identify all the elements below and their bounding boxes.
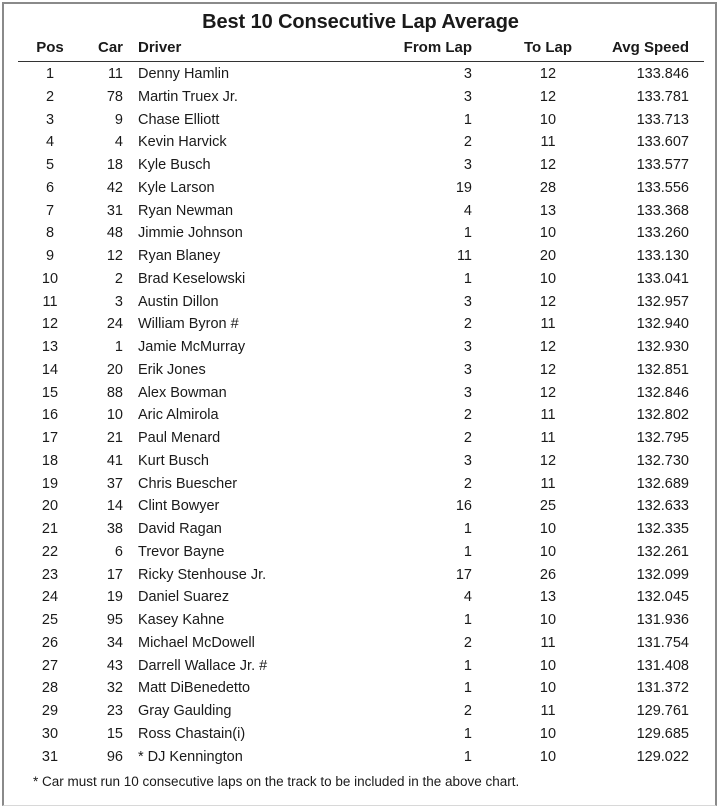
cell-pos: 4 <box>45 134 55 151</box>
table-row <box>0 495 721 518</box>
cell-car: 20 <box>106 361 123 378</box>
cell-avg-speed: 133.577 <box>636 157 689 173</box>
cell-driver: Kyle Busch <box>138 157 211 173</box>
cell-avg-speed: 132.957 <box>636 293 689 310</box>
table-row <box>0 473 721 496</box>
cell-car: 4 <box>114 134 123 151</box>
cell-car: 41 <box>106 452 123 469</box>
cell-to-lap: 26 <box>539 566 557 583</box>
cell-car: 23 <box>106 703 123 719</box>
cell-from-lap: 1 <box>463 543 472 560</box>
cell-from-lap: 11 <box>456 248 472 264</box>
cell-to-lap: 25 <box>539 498 557 515</box>
cell-avg-speed: 129.685 <box>636 725 689 742</box>
cell-pos: 17 <box>41 430 59 446</box>
cell-from-lap: 1 <box>463 612 472 628</box>
cell-to-lap: 11 <box>540 316 556 333</box>
cell-avg-speed: 131.408 <box>636 657 689 674</box>
cell-pos: 7 <box>45 202 55 219</box>
cell-to-lap: 13 <box>539 202 557 219</box>
cell-from-lap: 3 <box>463 384 472 401</box>
cell-pos: 12 <box>41 316 59 333</box>
cell-to-lap: 10 <box>539 543 557 560</box>
cell-avg-speed: 132.802 <box>636 407 689 424</box>
cell-car: 32 <box>106 680 123 697</box>
cell-from-lap: 1 <box>463 748 472 765</box>
cell-driver: Darrell Wallace Jr. # <box>138 657 268 674</box>
cell-car: 48 <box>106 225 123 242</box>
cell-from-lap: 2 <box>463 316 472 333</box>
table-row <box>0 382 721 405</box>
table-row <box>0 200 721 223</box>
cell-avg-speed: 132.335 <box>636 521 689 537</box>
cell-from-lap: 17 <box>455 566 472 583</box>
table-row <box>0 609 721 632</box>
cell-avg-speed: 133.556 <box>636 179 689 196</box>
cell-driver: Gray Gaulding <box>138 703 232 719</box>
cell-to-lap: 28 <box>539 179 557 196</box>
cell-from-lap: 3 <box>463 361 472 378</box>
header-driver: Driver <box>138 39 182 56</box>
cell-pos: 23 <box>41 566 59 583</box>
cell-driver: Ross Chastain(i) <box>138 725 246 742</box>
cell-to-lap: 10 <box>539 612 557 628</box>
cell-pos: 19 <box>41 475 59 492</box>
cell-car: 3 <box>114 293 123 310</box>
table-row <box>0 518 721 541</box>
cell-to-lap: 10 <box>539 657 557 674</box>
cell-pos: 9 <box>45 248 55 264</box>
table-row <box>0 632 721 655</box>
cell-avg-speed: 133.368 <box>636 202 689 219</box>
table-row <box>0 291 721 314</box>
cell-car: 88 <box>106 384 123 401</box>
cell-avg-speed: 131.936 <box>636 612 689 628</box>
cell-from-lap: 2 <box>463 475 472 492</box>
table-row <box>0 746 721 769</box>
cell-pos: 30 <box>41 725 59 742</box>
cell-car: 24 <box>106 316 123 333</box>
cell-from-lap: 2 <box>463 430 472 446</box>
cell-avg-speed: 132.261 <box>636 543 689 560</box>
table-row <box>0 700 721 723</box>
header-to-lap: To Lap <box>523 39 573 56</box>
cell-driver: Alex Bowman <box>138 384 227 401</box>
cell-from-lap: 3 <box>463 157 472 173</box>
cell-from-lap: 1 <box>463 657 472 674</box>
cell-pos: 13 <box>41 339 59 355</box>
cell-to-lap: 11 <box>540 475 556 492</box>
cell-to-lap: 12 <box>539 452 557 469</box>
cell-from-lap: 4 <box>463 202 472 219</box>
cell-driver: Michael McDowell <box>138 634 255 651</box>
cell-avg-speed: 133.130 <box>636 248 689 264</box>
cell-driver: Ricky Stenhouse Jr. <box>138 566 267 583</box>
cell-pos: 8 <box>45 225 55 242</box>
cell-from-lap: 3 <box>463 88 472 105</box>
cell-driver: Clint Bowyer <box>138 498 220 515</box>
cell-car: 18 <box>106 157 123 173</box>
cell-driver: Austin Dillon <box>138 293 219 310</box>
cell-to-lap: 10 <box>539 270 557 287</box>
cell-pos: 3 <box>45 111 55 128</box>
cell-car: 34 <box>106 634 123 651</box>
cell-car: 9 <box>114 111 123 128</box>
cell-driver: Matt DiBenedetto <box>138 680 251 697</box>
table-row <box>0 177 721 200</box>
cell-driver: Kevin Harvick <box>138 134 227 151</box>
cell-from-lap: 3 <box>463 66 472 82</box>
cell-from-lap: 4 <box>463 589 472 606</box>
cell-driver: Kyle Larson <box>138 179 215 196</box>
cell-to-lap: 12 <box>539 293 557 310</box>
cell-to-lap: 10 <box>539 225 557 242</box>
cell-car: 38 <box>106 521 123 537</box>
cell-pos: 31 <box>41 748 59 765</box>
table-row <box>0 336 721 359</box>
cell-avg-speed: 132.099 <box>636 566 689 583</box>
cell-driver: Ryan Newman <box>138 202 234 219</box>
cell-driver: Kasey Kahne <box>138 612 225 628</box>
cell-avg-speed: 133.846 <box>636 66 689 82</box>
cell-avg-speed: 132.633 <box>636 498 689 515</box>
cell-driver: Daniel Suarez <box>138 589 230 606</box>
cell-driver: Chase Elliott <box>138 111 220 128</box>
cell-from-lap: 1 <box>463 270 472 287</box>
table-row <box>0 131 721 154</box>
table-row <box>0 222 721 245</box>
cell-pos: 24 <box>41 589 59 606</box>
cell-to-lap: 12 <box>539 88 557 105</box>
cell-pos: 14 <box>41 361 59 378</box>
page-title: Best 10 Consecutive Lap Average <box>202 11 519 33</box>
cell-from-lap: 3 <box>463 339 472 355</box>
cell-driver: Kurt Busch <box>138 452 209 469</box>
cell-pos: 16 <box>41 407 59 424</box>
cell-driver: * DJ Kennington <box>138 748 243 765</box>
cell-to-lap: 11 <box>540 430 556 446</box>
cell-pos: 1 <box>45 66 55 82</box>
cell-car: 17 <box>106 566 123 583</box>
table-row <box>0 564 721 587</box>
footnote: * Car must run 10 consecutive laps on the track to be included in the above chart. <box>33 774 520 789</box>
cell-avg-speed: 133.260 <box>636 225 689 242</box>
cell-pos: 22 <box>41 543 59 560</box>
table-row <box>0 427 721 450</box>
cell-to-lap: 13 <box>539 589 557 606</box>
cell-from-lap: 2 <box>463 703 472 719</box>
cell-avg-speed: 132.689 <box>636 475 689 492</box>
table-row <box>0 541 721 564</box>
header-pos: Pos <box>36 39 64 56</box>
cell-from-lap: 3 <box>463 293 472 310</box>
cell-car: 37 <box>106 475 123 492</box>
cell-car: 96 <box>106 748 123 765</box>
cell-avg-speed: 132.846 <box>636 384 689 401</box>
cell-driver: Ryan Blaney <box>138 248 221 264</box>
header-car: Car <box>97 39 123 56</box>
cell-to-lap: 11 <box>540 703 556 719</box>
cell-car: 10 <box>106 407 123 424</box>
table-row <box>0 63 721 86</box>
cell-avg-speed: 129.761 <box>636 703 689 719</box>
cell-pos: 10 <box>41 270 59 287</box>
cell-to-lap: 10 <box>539 748 557 765</box>
cell-avg-speed: 131.754 <box>636 634 689 651</box>
cell-driver: Jamie McMurray <box>138 339 246 355</box>
header-divider <box>18 61 704 62</box>
header-avg-speed: Avg Speed <box>612 39 689 56</box>
cell-car: 19 <box>106 589 123 606</box>
cell-pos: 11 <box>42 293 58 310</box>
cell-to-lap: 20 <box>539 248 557 264</box>
cell-avg-speed: 133.781 <box>636 88 689 105</box>
cell-car: 31 <box>106 202 123 219</box>
cell-car: 1 <box>114 339 123 355</box>
cell-pos: 15 <box>41 384 59 401</box>
table-row <box>0 109 721 132</box>
cell-pos: 21 <box>41 521 59 537</box>
cell-car: 21 <box>106 430 123 446</box>
cell-to-lap: 11 <box>540 134 556 151</box>
cell-to-lap: 12 <box>539 66 557 82</box>
cell-car: 12 <box>106 248 123 264</box>
cell-avg-speed: 131.372 <box>636 680 689 697</box>
cell-from-lap: 1 <box>463 225 472 242</box>
cell-driver: Denny Hamlin <box>138 66 230 82</box>
cell-driver: Brad Keselowski <box>138 270 246 287</box>
cell-pos: 2 <box>45 88 55 105</box>
cell-car: 42 <box>106 179 123 196</box>
table-row <box>0 359 721 382</box>
cell-to-lap: 12 <box>539 157 557 173</box>
cell-driver: Erik Jones <box>138 361 206 378</box>
cell-car: 95 <box>106 612 123 628</box>
table-row <box>0 86 721 109</box>
cell-avg-speed: 132.940 <box>636 316 689 333</box>
cell-car: 78 <box>106 88 123 105</box>
cell-from-lap: 3 <box>463 452 472 469</box>
table-row <box>0 313 721 336</box>
cell-driver: Chris Buescher <box>138 475 238 492</box>
cell-pos: 29 <box>41 703 59 719</box>
cell-car: 6 <box>114 543 123 560</box>
cell-car: 2 <box>114 270 123 287</box>
cell-from-lap: 1 <box>463 680 472 697</box>
table-row <box>0 586 721 609</box>
cell-to-lap: 10 <box>539 680 557 697</box>
cell-avg-speed: 129.022 <box>636 748 689 765</box>
table-row <box>0 268 721 291</box>
cell-from-lap: 2 <box>463 407 472 424</box>
cell-from-lap: 19 <box>455 179 472 196</box>
cell-avg-speed: 132.795 <box>636 430 689 446</box>
cell-driver: Martin Truex Jr. <box>138 88 238 105</box>
table-row <box>0 404 721 427</box>
cell-to-lap: 12 <box>539 339 557 355</box>
cell-avg-speed: 132.851 <box>636 361 689 378</box>
cell-driver: Trevor Bayne <box>138 543 225 560</box>
cell-pos: 27 <box>41 657 59 674</box>
cell-avg-speed: 132.045 <box>636 589 689 606</box>
cell-pos: 26 <box>41 634 59 651</box>
cell-avg-speed: 133.607 <box>636 134 689 151</box>
cell-avg-speed: 133.713 <box>636 111 689 128</box>
cell-car: 14 <box>106 498 123 515</box>
table-row <box>0 245 721 268</box>
cell-driver: Jimmie Johnson <box>138 225 243 242</box>
cell-from-lap: 2 <box>463 634 472 651</box>
cell-driver: David Ragan <box>138 521 222 537</box>
cell-pos: 6 <box>45 179 55 196</box>
table-row <box>0 655 721 678</box>
cell-car: 43 <box>106 657 123 674</box>
header-from-lap: From Lap <box>403 39 472 56</box>
cell-from-lap: 2 <box>463 134 472 151</box>
cell-from-lap: 1 <box>463 725 472 742</box>
table-row <box>0 450 721 473</box>
cell-to-lap: 10 <box>539 725 557 742</box>
cell-from-lap: 1 <box>463 111 472 128</box>
cell-from-lap: 16 <box>455 498 472 515</box>
cell-pos: 25 <box>41 612 59 628</box>
cell-from-lap: 1 <box>463 521 472 537</box>
cell-avg-speed: 133.041 <box>636 270 689 287</box>
cell-avg-speed: 132.730 <box>636 452 689 469</box>
cell-driver: Paul Menard <box>138 430 221 446</box>
cell-pos: 28 <box>41 680 59 697</box>
cell-to-lap: 10 <box>539 111 557 128</box>
cell-car: 11 <box>107 66 123 82</box>
cell-pos: 18 <box>41 452 59 469</box>
table-row <box>0 677 721 700</box>
cell-to-lap: 10 <box>539 521 557 537</box>
cell-avg-speed: 132.930 <box>636 339 689 355</box>
cell-to-lap: 11 <box>540 634 556 651</box>
cell-to-lap: 11 <box>540 407 556 424</box>
cell-pos: 20 <box>41 498 59 515</box>
table-row <box>0 154 721 177</box>
cell-to-lap: 12 <box>539 361 557 378</box>
cell-driver: Aric Almirola <box>138 407 219 424</box>
table-row <box>0 723 721 746</box>
cell-driver: William Byron # <box>138 316 239 333</box>
cell-pos: 5 <box>45 157 55 173</box>
cell-car: 15 <box>106 725 123 742</box>
results-table-body <box>0 63 721 768</box>
cell-to-lap: 12 <box>539 384 557 401</box>
